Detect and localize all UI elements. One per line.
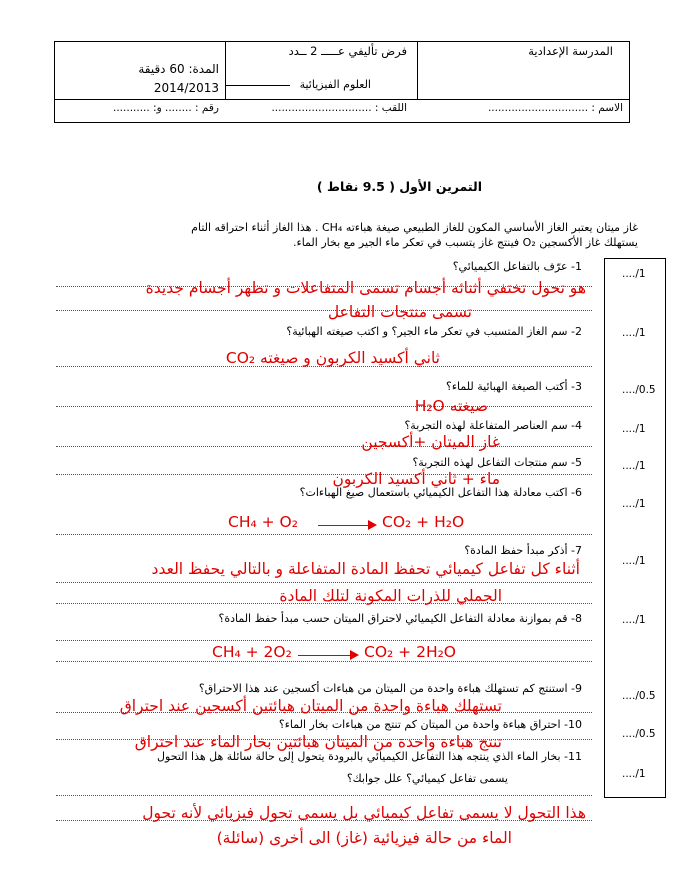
answer-line bbox=[56, 582, 592, 583]
question-3: 3- أكتب الصيغة الهبائية للماء؟ bbox=[446, 380, 582, 393]
score-q7: ..../1 bbox=[622, 555, 646, 567]
intro-line-1: غاز ميتان يعتبر الغاز الأساسي المكون للغاز الطبيعي صيغة هباءته CH₄ . هذا الغاز أثناء احتراقه التام bbox=[191, 221, 638, 234]
answer-7-line-2: الجملي للذرات المكونة لتلك المادة bbox=[279, 587, 502, 605]
answer-line bbox=[56, 661, 592, 662]
subject-name: العلوم الفيزيائية bbox=[299, 78, 371, 91]
score-q8: ..../1 bbox=[622, 614, 646, 626]
question-1: 1- عرّف بالتفاعل الكيميائي؟ bbox=[452, 260, 582, 273]
score-q1: ..../1 bbox=[622, 268, 646, 280]
header-divider bbox=[417, 42, 418, 99]
answer-8-reactants: CH₄ + 2O₂ bbox=[212, 643, 292, 661]
score-q3: ..../0.5 bbox=[622, 384, 656, 396]
answer-9: تستهلك هباءة واحدة من الميتان هبائتين أكسجين عند احتراق bbox=[119, 697, 502, 715]
question-7: 7- أذكر مبدأ حفظ المادة؟ bbox=[464, 544, 582, 557]
test-title: فرض تأليفي عـــــ 2 ــدد bbox=[288, 44, 407, 58]
question-11: 11- بخار الماء الذي ينتجه هذا التفاعل الكيميائي بالبرودة يتحول إلى حالة سائلة هل هذا التحول bbox=[157, 750, 582, 763]
answer-line bbox=[56, 406, 592, 407]
score-q10: ..../0.5 bbox=[622, 728, 656, 740]
header-divider bbox=[225, 85, 290, 86]
header-divider bbox=[225, 42, 226, 99]
score-q9: ..../0.5 bbox=[622, 690, 656, 702]
exercise-title: التمرين الأول ( 9.5 نقاط ) bbox=[316, 179, 482, 194]
reaction-arrow-head bbox=[350, 650, 359, 660]
question-2: 2- سم الغاز المتسبب في تعكر ماء الجير؟ و اكتب صيغته الهبائية؟ bbox=[286, 325, 582, 338]
answer-7-line-1: أثناء كل تفاعل كيميائي تحفظ المادة المتفاعلة و بالتالي يحفظ العدد bbox=[151, 560, 580, 578]
header-divider bbox=[55, 99, 629, 100]
duration: المدة: 60 دقيقة bbox=[138, 62, 219, 76]
school-year: 2014/2013 bbox=[153, 81, 219, 95]
reaction-arrow bbox=[318, 525, 368, 526]
question-11-cont: يسمى تفاعل كيميائي؟ علل جوابك؟ bbox=[346, 772, 508, 785]
question-10: 10- احتراق هباءة واحدة من الميتان كم تنتج من هباءات بخار الماء؟ bbox=[278, 718, 582, 731]
question-9: 9- استنتج كم تستهلك هباءة واحدة من الميتان من هباءات أكسجين عند هذا الاحتراق؟ bbox=[198, 682, 582, 695]
question-5: 5- سم منتجات التفاعل لهذه التجربة؟ bbox=[412, 456, 582, 469]
surname-field[interactable]: اللقب : .............................. bbox=[271, 102, 407, 114]
score-q4: ..../1 bbox=[622, 423, 646, 435]
answer-line bbox=[56, 474, 592, 475]
question-8: 8- قم بموازنة معادلة التفاعل الكيميائي لاحتراق الميتان حسب مبدأ حفظ المادة؟ bbox=[218, 612, 582, 625]
intro-line-2: يستهلك غاز الأكسجين O₂ فينتج غاز يتسبب في تعكر ماء الجير مع بخار الماء. bbox=[293, 236, 638, 249]
answer-4: غاز الميتان +أكسجين bbox=[361, 433, 500, 451]
answer-11-line-1: هذا التحول لا يسمى تفاعل كيميائي بل يسمى تحول فيزيائي لأنه تحول bbox=[142, 804, 586, 822]
answer-line bbox=[56, 534, 592, 535]
score-q11: ..../1 bbox=[622, 768, 646, 780]
answer-3: صيغته H₂O bbox=[414, 397, 488, 415]
answer-11-line-2: الماء من حالة فيزيائية (غاز) الى أخرى (سائلة) bbox=[216, 829, 512, 847]
name-field[interactable]: الاسم : .............................. bbox=[487, 102, 623, 114]
score-q6: ..../1 bbox=[622, 498, 646, 510]
answer-line bbox=[56, 310, 592, 311]
question-4: 4- سم العناصر المتفاعلة لهذه التجربة؟ bbox=[404, 419, 582, 432]
score-q2: ..../1 bbox=[622, 327, 646, 339]
answer-1-line-1: هو تحول تختفي أثنائه أجسام تسمى المتفاعلات و تظهر أجسام جديدة bbox=[145, 279, 586, 297]
reaction-arrow bbox=[298, 655, 350, 656]
score-q5: ..../1 bbox=[622, 460, 646, 472]
answer-line bbox=[56, 446, 592, 447]
answer-8-products: CO₂ + 2H₂O bbox=[364, 643, 457, 661]
header-table bbox=[54, 41, 630, 123]
answer-2: ثاني أكسيد الكربون و صيغته CO₂ bbox=[225, 349, 440, 367]
answer-6-reactants: CH₄ + O₂ bbox=[228, 513, 298, 531]
score-column bbox=[604, 258, 666, 798]
answer-line bbox=[56, 640, 592, 641]
question-6: 6- اكتب معادلة هذا التفاعل الكيميائي باستعمال صيغ الهباءات؟ bbox=[299, 486, 582, 499]
school-name: المدرسة الإعدادية bbox=[528, 44, 613, 58]
answer-1-line-2: تسمى منتجات التفاعل bbox=[327, 303, 472, 321]
number-field[interactable]: رقم : ........ و: ........... bbox=[113, 102, 219, 114]
answer-10: تنتج هباءة واحدة من الميتان هبائتين بخار الماء عند احتراق bbox=[134, 733, 502, 751]
answer-5: ماء + ثاني أكسيد الكربون bbox=[332, 470, 500, 488]
answer-line bbox=[56, 795, 592, 796]
reaction-arrow-head bbox=[368, 520, 377, 530]
answer-6-products: CO₂ + H₂O bbox=[382, 513, 465, 531]
